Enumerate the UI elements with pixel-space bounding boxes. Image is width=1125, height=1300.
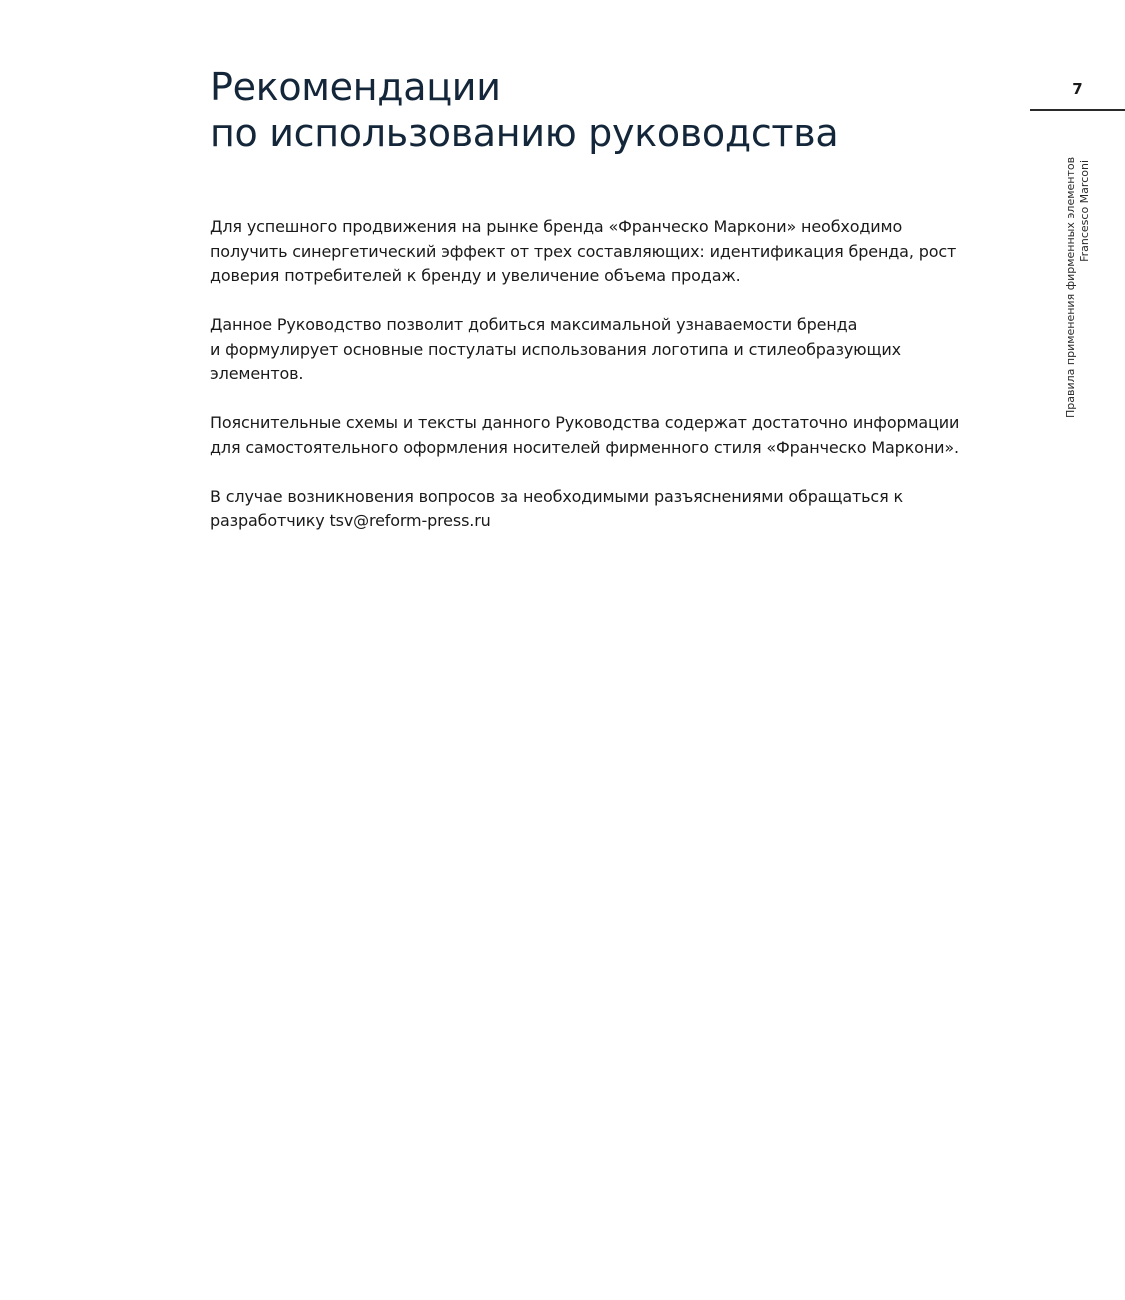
contact-email-line: разработчику tsv@reform-press.ru [210, 511, 491, 530]
paragraph-schemes [210, 411, 970, 460]
paragraph-guide-purpose [210, 313, 970, 387]
page-title [210, 64, 838, 156]
text-line: В случае возникновения вопросов за необходимыми разъяснениями обращаться к [210, 486, 904, 506]
text-line: получить синергетический эффект от трех составляющих: идентификация бренда, рост [210, 241, 957, 261]
page-title-line-1: Рекомендации [210, 65, 501, 109]
text-line: Данное Руководство позволит добиться максимальной узнаваемости бренда [210, 315, 858, 334]
text-line: Для успешного продвижения на рынке бренда «Франческо Маркони» необходимо [210, 217, 903, 236]
side-caption-line-2: Francesco Marconi [1077, 160, 1091, 262]
side-caption-line-1: Правила применения фирменных элементов [1064, 156, 1077, 418]
page-number-divider [1030, 109, 1125, 111]
text-line: для самостоятельного оформления носителей фирменного стиля «Франческо Маркони». [210, 437, 959, 457]
paragraph-intro [210, 215, 970, 289]
text-line: и формулирует основные постулаты использования логотипа и стилеобразующих [210, 339, 901, 359]
text-line: элементов. [210, 364, 304, 383]
paragraph-contact [210, 485, 970, 534]
text-line: Пояснительные схемы и тексты данного Руководства содержат достаточно информации [210, 413, 960, 432]
text-line: доверия потребителей к бренду и увеличение объема продаж. [210, 266, 741, 285]
side-caption [1064, 156, 1094, 418]
page-title-line-2: по использованию руководства [210, 111, 839, 155]
page-number: 7 [1072, 80, 1083, 98]
body-text [210, 215, 970, 558]
